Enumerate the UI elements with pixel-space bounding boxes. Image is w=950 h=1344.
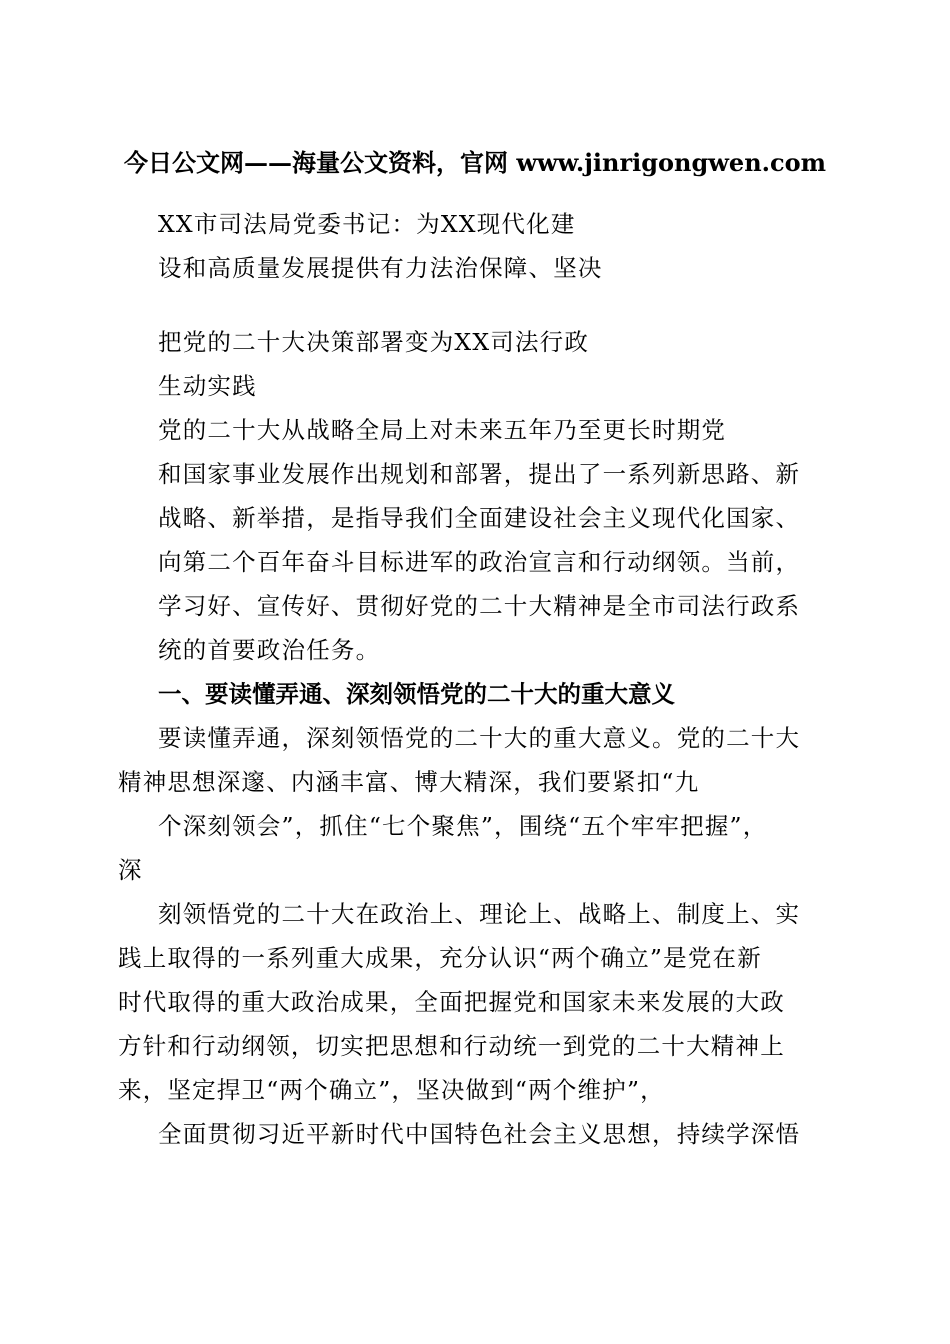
section-1-line-9: 来，坚定捍卫“两个确立”，坚决做到“两个维护”， [118,1076,665,1104]
section-1-line-10: 全面贯彻习近平新时代中国特色社会主义思想，持续学深悟 [158,1120,801,1148]
section-1-line-2: 精神思想深邃、内涵丰富、博大精深，我们要紧扣“九 [118,768,700,796]
section-1-line-8: 方针和行动纲领，切实把思想和行动统一到党的二十大精神上 [118,1032,785,1060]
intro-line-5: 学习好、宣传好、贯彻好党的二十大精神是全市司法行政系 [158,592,801,620]
section-1-line-7: 时代取得的重大政治成果，全面把握党和国家未来发展的大政 [118,988,785,1016]
intro-line-2: 和国家事业发展作出规划和部署，提出了一系列新思路、新 [158,460,801,488]
title-line-2: 设和高质量发展提供有力法治保障、坚决 [158,254,603,282]
title-line-1: XX市司法局党委书记：为XX现代化建 [158,210,576,238]
section-1-heading: 一、要读懂弄通、深刻领悟党的二十大的重大意义 [158,680,675,708]
intro-line-4: 向第二个百年奋斗目标进军的政治宣言和行动纲领。当前， [158,548,801,576]
intro-line-3: 战略、新举措，是指导我们全面建设社会主义现代化国家、 [158,504,801,532]
page-header: 今日公文网——海量公文资料，官网 www.jinrigongwen.com [123,148,827,177]
section-1-line-6: 践上取得的一系列重大成果，充分认识“两个确立”是党在新 [118,944,762,972]
intro-line-1: 党的二十大从战略全局上对未来五年乃至更长时期党 [158,416,727,444]
section-1-line-3: 个深刻领会”，抓住“七个聚焦”，围绕“五个牢牢把握”， [158,812,768,840]
section-1-line-1: 要读懂弄通，深刻领悟党的二十大的重大意义。党的二十大 [158,724,801,752]
title-line-3: 把党的二十大决策部署变为XX司法行政 [158,328,590,356]
section-1-line-4: 深 [118,856,143,884]
intro-line-6: 统的首要政治任务。 [158,636,381,664]
section-1-line-5: 刻领悟党的二十大在政治上、理论上、战略上、制度上、实 [158,900,801,928]
title-line-4: 生动实践 [158,372,257,400]
